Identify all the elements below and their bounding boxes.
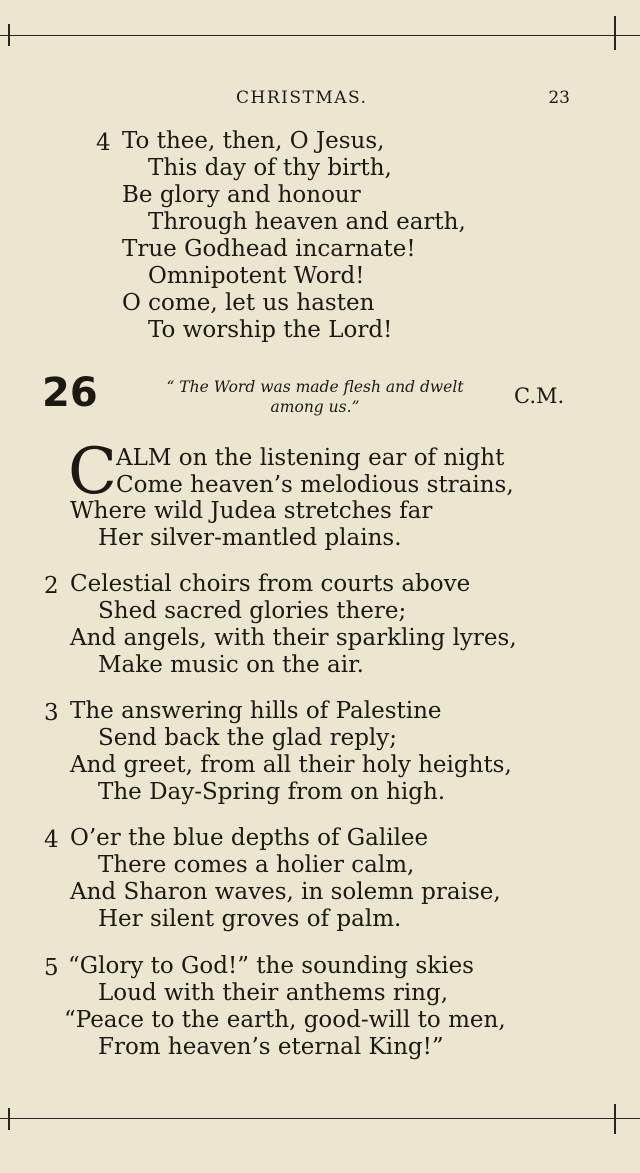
stanza-number: 5: [44, 955, 59, 981]
verse-line: And Sharon waves, in solemn praise,: [70, 879, 501, 905]
verse-line: Be glory and honour: [122, 182, 361, 208]
verse-line: Come heaven’s melodious strains,: [116, 472, 514, 498]
left-tick: [8, 24, 10, 46]
bottom-rule: [0, 1118, 640, 1119]
verse-line: Where wild Judea stretches far: [70, 498, 433, 524]
stanza-number: 4: [44, 827, 59, 853]
verse-line: “Peace to the earth, good-will to men,: [64, 1007, 506, 1033]
verse-line: Omnipotent Word!: [148, 263, 365, 289]
right-tick: [614, 16, 616, 50]
verse-line: Through heaven and earth,: [148, 209, 466, 235]
verse-line: True Godhead incarnate!: [122, 236, 416, 262]
epigraph-line: “ The Word was made flesh and dwelt: [166, 378, 464, 396]
epigraph: [140, 377, 490, 417]
verse-line: “Glory to God!” the sounding skies: [68, 953, 474, 979]
top-rule: [0, 35, 640, 36]
verse-line: ALM on the listening ear of night: [116, 445, 505, 471]
stanza-number: 3: [44, 700, 59, 726]
verse-line: Her silver-mantled plains.: [98, 525, 402, 551]
verse-line: Loud with their anthems ring,: [98, 980, 449, 1006]
verse-line: This day of thy birth,: [148, 155, 392, 181]
verse-line: Her silent groves of palm.: [98, 906, 402, 932]
verse-line: And angels, with their sparkling lyres,: [70, 625, 517, 651]
verse-line: To worship the Lord!: [148, 317, 393, 343]
stanza-number: 4: [96, 130, 111, 156]
meter-label: C.M.: [514, 384, 565, 408]
verse-line: The answering hills of Palestine: [70, 698, 442, 724]
stanza-number: 2: [44, 573, 59, 599]
verse-line: O’er the blue depths of Galilee: [70, 825, 429, 851]
verse-line: There comes a holier calm,: [98, 852, 415, 878]
verse-line: Send back the glad reply;: [98, 725, 398, 751]
verse-line: The Day-Spring from on high.: [98, 779, 446, 805]
drop-cap: C: [68, 435, 117, 509]
verse-line: From heaven’s eternal King!”: [98, 1034, 444, 1060]
epigraph-line: among us.”: [270, 398, 360, 417]
right-tick: [614, 1104, 616, 1134]
verse-line: Make music on the air.: [98, 652, 364, 678]
verse-line: O come, let us hasten: [122, 290, 375, 316]
verse-line: Shed sacred glories there;: [98, 598, 407, 624]
hymn-number: 26: [42, 370, 98, 416]
running-title: CHRISTMAS.: [236, 88, 368, 108]
verse-line: Celestial choirs from courts above: [70, 571, 471, 597]
left-tick: [8, 1108, 10, 1130]
page-number: 23: [548, 88, 570, 108]
verse-line: And greet, from all their holy heights,: [70, 752, 512, 778]
verse-line: To thee, then, O Jesus,: [122, 128, 385, 154]
